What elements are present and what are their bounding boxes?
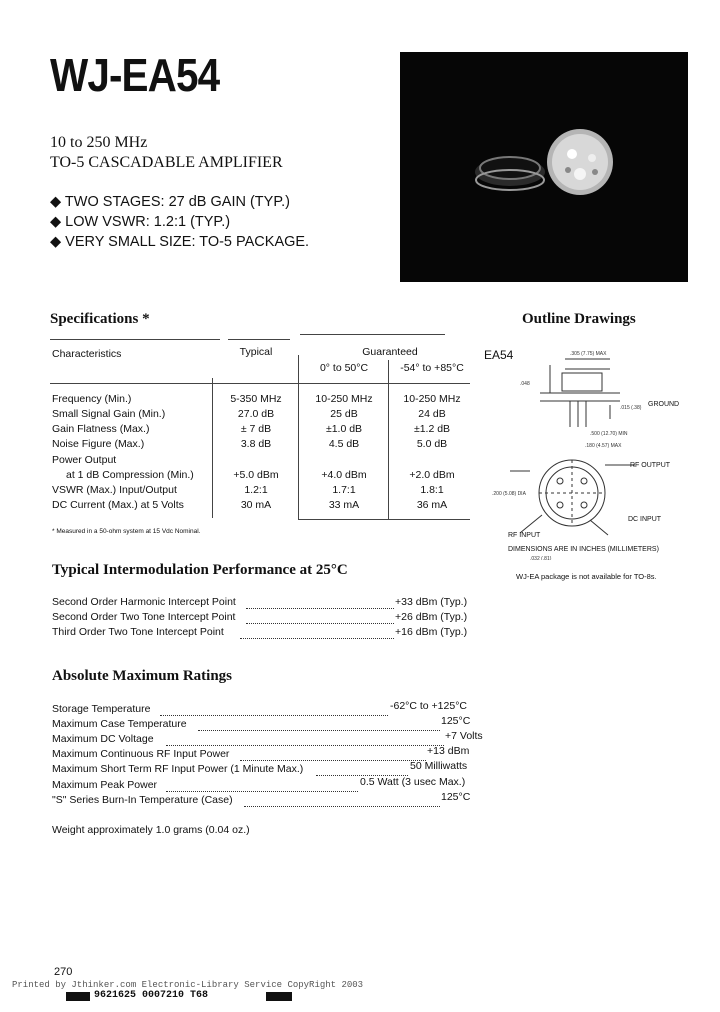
rating-row-name: Maximum Continuous RF Input Power [52,748,230,760]
outline-drawings-heading: Outline Drawings [522,311,636,327]
feature-bullet: ◆ TWO STAGES: 27 dB GAIN (TYP.) [50,194,290,210]
rating-row-name: Maximum DC Voltage [52,733,154,745]
col-typical: Typical [239,346,273,358]
rating-row-value: -62°C to +125°C [390,700,467,712]
label-rf-output: RF OUTPUT [630,462,671,469]
spec-row-typical: 3.8 dB [240,438,272,450]
spec-row-guaranteed-1: 25 dB [330,408,358,420]
rating-row-name: "S" Series Burn-In Temperature (Case) [52,794,233,806]
spec-row-name: DC Current (Max.) at 5 Volts [52,499,184,511]
outline-dimensions-note: DIMENSIONS ARE IN INCHES (MILLIMETERS) [508,546,659,553]
spec-row-guaranteed-2: ±1.2 dB [413,423,451,435]
intermod-row-name: Third Order Two Tone Intercept Point [52,626,224,638]
intermod-row-value: +33 dBm (Typ.) [395,596,468,608]
svg-text:.180 (4.57) MAX: .180 (4.57) MAX [585,443,622,449]
rating-row-value: 0.5 Watt (3 usec Max.) [360,776,466,788]
intermod-row-value: +26 dBm (Typ.) [395,611,468,623]
intermod-row-name: Second Order Harmonic Intercept Point [52,596,236,608]
spec-row-name: Power Output [52,454,117,466]
label-ground: GROUND [648,401,680,408]
spec-row-name: Small Signal Gain (Min.) [52,408,166,420]
spec-row-typical: 1.2:1 [244,484,268,496]
spec-row-guaranteed-1: 33 mA [328,499,360,511]
col-range-1: 0° to 50°C [319,362,369,374]
spec-row-name: at 1 dB Compression (Min.) [66,469,194,481]
rating-row-value: 125°C [441,715,471,727]
rating-row-value: 125°C [441,791,471,803]
col-guaranteed: Guaranteed [362,346,418,358]
spec-row-guaranteed-2: 5.0 dB [416,438,448,450]
rating-row-name: Storage Temperature [52,703,151,715]
spec-row-guaranteed-2: +2.0 dBm [409,469,455,481]
page-number: 270 [54,966,73,978]
spec-row-typical: 30 mA [240,499,272,511]
rating-row-value: 50 Milliwatts [410,760,468,772]
spec-row-guaranteed-1: 4.5 dB [328,438,360,450]
intermod-row-value: +16 dBm (Typ.) [395,626,468,638]
spec-row-guaranteed-2: 36 mA [416,499,448,511]
label-rf-input: RF INPUT [508,532,541,539]
barcode-strip [66,990,296,1002]
product-type: TO-5 CASCADABLE AMPLIFIER [50,154,283,171]
spec-row-typical: ± 7 dB [240,423,272,435]
spec-footnote: * Measured in a 50-ohm system at 15 Vdc Nominal. [52,528,201,535]
barcode-text: 9621625 0007210 T68 [94,990,209,1001]
rating-row-value: +13 dBm [427,745,470,757]
spec-row-guaranteed-2: 10-250 MHz [403,393,461,405]
spec-row-guaranteed-2: 1.8:1 [420,484,444,496]
specifications-heading: Specifications * [50,311,150,327]
ratings-heading: Absolute Maximum Ratings [52,668,233,684]
outline-package-note: WJ-EA package is not available for TO-8s. [516,572,657,581]
spec-row-name: Frequency (Min.) [52,393,132,405]
spec-row-typical: 5-350 MHz [230,393,282,405]
spec-row-guaranteed-2: 24 dB [418,408,446,420]
spec-row-guaranteed-1: +4.0 dBm [321,469,367,481]
copyright-line: Printed by Jthinker.com Electronic-Library Service CopyRight 2003 [12,980,364,990]
label-dc-input: DC INPUT [628,516,662,523]
spec-row-typical: 27.0 dB [237,408,275,420]
frequency-range: 10 to 250 MHz [50,134,148,151]
spec-row-guaranteed-1: 1.7:1 [332,484,356,496]
spec-row-guaranteed-1: ±1.0 dB [325,423,363,435]
svg-text:.032 (.81): .032 (.81) [530,556,552,560]
rating-row-name: Maximum Short Term RF Input Power (1 Minute Max.) [52,763,304,775]
outline-model-label: EA54 [484,348,514,362]
col-range-2: -54° to +85°C [400,362,464,374]
svg-text:.200 (5.08) DIA: .200 (5.08) DIA [492,491,526,497]
rating-row-name: Maximum Peak Power [52,779,158,791]
rating-row-value: +7 Volts [445,730,483,742]
intermod-row-name: Second Order Two Tone Intercept Point [52,611,236,623]
feature-bullet: ◆ LOW VSWR: 1.2:1 (TYP.) [50,214,231,230]
svg-text:.500 (12.70) MIN: .500 (12.70) MIN [590,431,628,437]
part-number-title: WJ-EA54 [50,49,220,101]
svg-text:.305 (7.75) MAX: .305 (7.75) MAX [570,351,607,357]
spec-row-name: VSWR (Max.) Input/Output [52,484,177,496]
spec-row-name: Gain Flatness (Max.) [52,423,150,435]
intermod-heading: Typical Intermodulation Performance at 25°C [52,562,348,578]
svg-text:.015 (.38): .015 (.38) [620,405,642,411]
col-characteristics: Characteristics [52,348,122,360]
feature-bullet: ◆ VERY SMALL SIZE: TO-5 PACKAGE. [50,234,310,250]
svg-text:.048: .048 [520,381,530,387]
spec-row-typical: +5.0 dBm [233,469,279,481]
spec-row-name: Noise Figure (Max.) [52,438,145,450]
spec-row-guaranteed-1: 10-250 MHz [315,393,373,405]
rating-row-name: Maximum Case Temperature [52,718,187,730]
weight-note: Weight approximately 1.0 grams (0.04 oz.) [52,824,250,836]
